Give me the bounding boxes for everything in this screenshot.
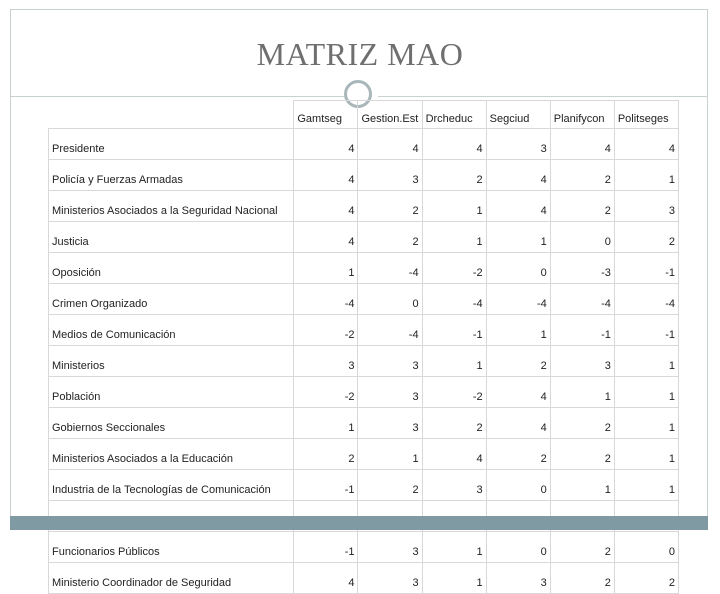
influence-value-cell: 3 <box>358 377 422 408</box>
influence-value-cell: 4 <box>422 129 486 160</box>
influence-value-cell: 1 <box>422 191 486 222</box>
influence-value-cell: -4 <box>422 284 486 315</box>
influence-value-cell: -4 <box>614 284 678 315</box>
influence-value-cell: 0 <box>614 532 678 563</box>
table-row <box>49 284 679 315</box>
influence-value-cell: 2 <box>550 439 614 470</box>
table-row <box>49 439 679 470</box>
influence-value-cell: 4 <box>294 129 358 160</box>
influence-value-cell: 1 <box>422 532 486 563</box>
table-row <box>49 129 679 160</box>
influence-value-cell: 4 <box>486 408 550 439</box>
influence-value-cell: 2 <box>550 563 614 594</box>
influence-value-cell: 3 <box>358 346 422 377</box>
influence-value-cell: 0 <box>550 222 614 253</box>
actor-label: Crimen Organizado <box>49 284 294 315</box>
actor-label: Presidente <box>49 129 294 160</box>
column-header: Segciud <box>486 101 550 129</box>
header-row <box>49 101 679 129</box>
influence-value-cell: 2 <box>614 563 678 594</box>
influence-value-cell: -2 <box>422 377 486 408</box>
column-header: Gestion.Est <box>358 101 422 129</box>
influence-value-cell: 1 <box>486 315 550 346</box>
influence-value-cell: 4 <box>358 129 422 160</box>
influence-value-cell: 1 <box>294 253 358 284</box>
actor-label: Ministerios Asociados a la Seguridad Nacional <box>49 191 294 222</box>
actor-label: Ministerios Asociados a la Educación <box>49 439 294 470</box>
influence-value-cell: -1 <box>294 532 358 563</box>
actor-label: Oposición <box>49 253 294 284</box>
influence-value-cell: 2 <box>550 532 614 563</box>
influence-value-cell: 1 <box>614 408 678 439</box>
actor-label: Medios de Comunicación <box>49 315 294 346</box>
bottom-accent-band <box>10 516 708 530</box>
title-divider-right <box>378 96 708 97</box>
influence-value-cell: 4 <box>614 129 678 160</box>
influence-value-cell: 3 <box>294 346 358 377</box>
influence-value-cell: 2 <box>422 160 486 191</box>
influence-value-cell: -1 <box>614 253 678 284</box>
title-divider-left <box>10 96 344 97</box>
influence-value-cell: 3 <box>486 129 550 160</box>
influence-value-cell: 1 <box>614 377 678 408</box>
table-row <box>49 470 679 501</box>
influence-value-cell: 2 <box>486 439 550 470</box>
table-row <box>49 222 679 253</box>
influence-value-cell: -2 <box>294 377 358 408</box>
influence-value-cell: -4 <box>550 284 614 315</box>
influence-value-cell: 2 <box>550 191 614 222</box>
table-row <box>49 160 679 191</box>
actor-label: Ministerio Coordinador de Seguridad <box>49 563 294 594</box>
influence-value-cell: 1 <box>294 408 358 439</box>
influence-value-cell: 1 <box>550 470 614 501</box>
header-corner <box>49 101 294 129</box>
influence-value-cell: 1 <box>550 377 614 408</box>
influence-value-cell: 0 <box>486 253 550 284</box>
influence-value-cell: 4 <box>422 439 486 470</box>
actor-label: Población <box>49 377 294 408</box>
influence-value-cell: 1 <box>486 222 550 253</box>
actor-label: Funcionarios Públicos <box>49 532 294 563</box>
actor-label: Justicia <box>49 222 294 253</box>
table-row <box>49 191 679 222</box>
influence-value-cell: 2 <box>550 160 614 191</box>
influence-value-cell: 2 <box>358 222 422 253</box>
influence-value-cell: -1 <box>294 470 358 501</box>
influence-value-cell: -3 <box>550 253 614 284</box>
influence-value-cell: 4 <box>550 129 614 160</box>
influence-value-cell: 3 <box>358 160 422 191</box>
influence-value-cell: 3 <box>358 408 422 439</box>
influence-value-cell: 1 <box>422 563 486 594</box>
influence-value-cell: 2 <box>358 191 422 222</box>
influence-value-cell: 4 <box>486 377 550 408</box>
influence-value-cell: 1 <box>614 439 678 470</box>
influence-value-cell: -4 <box>358 315 422 346</box>
influence-value-cell: -1 <box>614 315 678 346</box>
table-row <box>49 408 679 439</box>
slide-title: MATRIZ MAO <box>256 36 464 72</box>
influence-value-cell: 2 <box>422 408 486 439</box>
influence-value-cell: 4 <box>294 160 358 191</box>
influence-value-cell: 4 <box>294 222 358 253</box>
influence-value-cell: 1 <box>358 439 422 470</box>
table-row <box>49 377 679 408</box>
influence-value-cell: -4 <box>358 253 422 284</box>
column-header: Planifycon <box>550 101 614 129</box>
influence-value-cell: 3 <box>486 563 550 594</box>
influence-value-cell: 4 <box>294 563 358 594</box>
column-header: Politseges <box>614 101 678 129</box>
actor-label: Gobiernos Seccionales <box>49 408 294 439</box>
influence-value-cell: 1 <box>422 346 486 377</box>
influence-value-cell: 4 <box>294 191 358 222</box>
influence-value-cell: 3 <box>358 532 422 563</box>
influence-value-cell: 2 <box>486 346 550 377</box>
table-row <box>49 253 679 284</box>
influence-value-cell: 1 <box>614 160 678 191</box>
table-row <box>49 315 679 346</box>
influence-value-cell: -2 <box>422 253 486 284</box>
influence-value-cell: -4 <box>294 284 358 315</box>
influence-value-cell: 1 <box>614 470 678 501</box>
influence-value-cell: -4 <box>486 284 550 315</box>
actor-label: Ministerios <box>49 346 294 377</box>
influence-value-cell: -1 <box>422 315 486 346</box>
influence-value-cell: 0 <box>486 470 550 501</box>
influence-value-cell: 3 <box>550 346 614 377</box>
influence-value-cell: 4 <box>486 191 550 222</box>
influence-value-cell: 2 <box>550 408 614 439</box>
actor-label: Policía y Fuerzas Armadas <box>49 160 294 191</box>
column-header: Gamtseg <box>294 101 358 129</box>
influence-value-cell: 0 <box>358 284 422 315</box>
table-row <box>49 346 679 377</box>
influence-value-cell: 2 <box>614 222 678 253</box>
table-row <box>49 532 679 563</box>
column-header: Drcheduc <box>422 101 486 129</box>
influence-value-cell: 1 <box>422 222 486 253</box>
table-row <box>49 563 679 594</box>
influence-value-cell: 0 <box>486 532 550 563</box>
influence-value-cell: 3 <box>422 470 486 501</box>
influence-value-cell: 2 <box>358 470 422 501</box>
influence-value-cell: -2 <box>294 315 358 346</box>
actor-label: Industria de la Tecnologías de Comunicación <box>49 470 294 501</box>
influence-value-cell: 3 <box>614 191 678 222</box>
influence-value-cell: 2 <box>294 439 358 470</box>
influence-value-cell: 1 <box>614 346 678 377</box>
influence-value-cell: 3 <box>358 563 422 594</box>
influence-value-cell: 4 <box>486 160 550 191</box>
influence-value-cell: -1 <box>550 315 614 346</box>
